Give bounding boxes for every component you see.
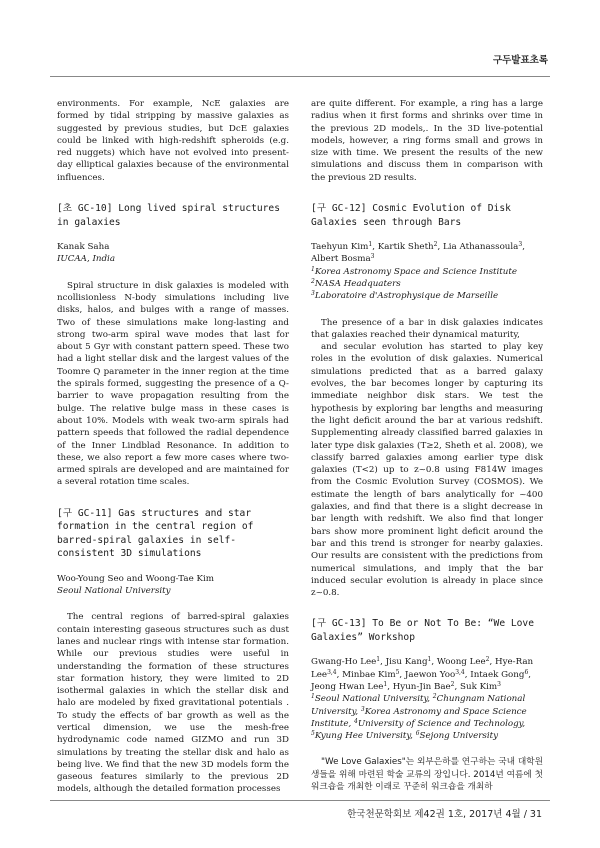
author-affiliation-mark: 1: [376, 656, 381, 664]
author-affiliation-mark: 2: [450, 680, 455, 688]
author-affiliation-mark: 1: [383, 680, 388, 688]
author-affiliation-mark: 1: [427, 656, 432, 664]
gc13-abstract: "We Love Galaxies"는 외부은하를 연구하는 국내 대학원생들을 위해 마련된 학술 교류의 장입니다. 2014년 여름에 첫 워크숍을 개최한 이래로 꾸준히 워크숍을 개최하: [311, 757, 543, 793]
gc12-abstract-p2: and secular evolution has started to play key roles in the evolution of disk galaxies. Numerical simulations predicted that as a barred galaxy evolves, the bar becomes longer by capturing its immediate neighbor disk stars. We test the hypothesis by exploring bar lengths and measuring the light deficit around the bar at various redshift. Supplementing already classified barred galaxies in later type disk galaxies (T≥2, Sheth et al. 2008), we classify barred galaxies among earlier type disk galaxies (T<2) up to z~0.8 using F814W images from the Cosmic Evolution Survey (COSMOS). We estimate the length of bars analytically for ~400 galaxies, and find that there is a slight decrease in bar length with redshift. We also find that longer bars show more prominent light deficit around the bar and this trend is stronger for nearby galaxies. Our results are consistent with the predictions from numerical simulations, and imply that the bar induced secular evolution is already in place since z~0.8.: [311, 342, 543, 599]
author-name: , Intaek Gong: [464, 669, 525, 680]
gc12-abstract-p1: The presence of a bar in disk galaxies indicates that galaxies reached their dynamical maturity,: [311, 317, 543, 340]
author-affiliation-mark: 3,4: [327, 668, 337, 676]
gc13-title: [구 GC-13] To Be or Not To Be: “We Love Galaxies” Workshop: [311, 618, 534, 643]
author-affiliation-mark: 5: [395, 668, 400, 676]
gc10-affiliation: IUCAA, India: [57, 254, 116, 265]
author-name: , Woong Lee: [431, 657, 486, 668]
author-name: , Kartik Sheth: [372, 242, 434, 253]
author-affiliation-mark: 3: [497, 680, 501, 688]
gc13-authors: [311, 656, 543, 693]
gc11-abstract: The central regions of barred-spiral galaxies contain interesting gaseous structures such as dust lanes and nuclear rings with intense star formation. While our previous studies were useful in understanding the formation of these structures star formation history, they were limited to 2D isothermal galaxies in which the stellar disk and halo are modeled by fixed gravitational potentials . To study the effects of bar growth as well as the vertical dimension, we use the mesh-free hydrodynamic code named GIZMO and run 3D simulations by treating the stellar disk and halo as being live. We find that the new 3D models form the gaseous features similarly to the previous 2D models, although the detailed formation processes: [57, 612, 289, 795]
author-name: , Hyun-Jin Bae: [387, 681, 451, 692]
gc11-title: [구 GC-11] Gas structures and star formation in the central region of barred-spiral galaxies in self-consistent 3D simulations: [57, 507, 254, 560]
intro-paragraph-right: are quite different. For example, a ring has a large radius when it first forms and shrinks over time in the previous 2D models,. In the 3D live-potential models, however, a ring forms small and grows in size with time. We present the results of the new simulations and discuss them in comparison with the previous 2D results.: [311, 99, 543, 183]
section-label: 구두발표초록: [492, 55, 548, 66]
right-column: [311, 98, 543, 793]
author-name: Taehyun Kim: [311, 242, 369, 253]
gc11-affiliation: Seoul National University: [57, 586, 171, 597]
author-name: , Lia Athanassoula: [437, 242, 519, 253]
author-affiliation-mark: 6: [524, 668, 529, 676]
author-affiliation-mark: 3,4: [455, 668, 465, 676]
author-name: , Jisu Kang: [380, 657, 428, 668]
author-name: , Suk Kim: [454, 681, 498, 692]
footer-rule: [50, 800, 550, 801]
author-name: Gwang-Ho Lee: [311, 657, 377, 668]
gc10-abstract: Spiral structure in disk galaxies is modeled with ncollisionless N-body simulations including live disks, halos, and bulges with a range of masses. Two of these simulations make long-lasting and strong two-arm spiral wave modes that last for about 5 Gyr with constant pattern speed. These two had a light stellar disk and the largest values of the Toomre Q parameter in the inner region at the time the spirals formed, suggesting the presence of a Q-barrier to wave propagation resulting from the bulge. The relative bulge mass in these cases is about 10%. Models with weak two-arm spirals had pattern speeds that followed the radial dependence of the Inner Lindblad Resonance. In addition to these, we also report a few more cases where two-armed spirals are developed and are maintained for a several rotation time scales.: [57, 280, 289, 488]
author-name: , Hye-Ran Lee: [311, 657, 534, 680]
gc11-authors: Woo-Young Seo and Woong-Tae Kim: [57, 573, 214, 584]
author-name: Albert Bosma: [311, 254, 371, 265]
header-rule: [50, 60, 550, 77]
gc10-title: [초 GC-10] Long lived spiral structures in galaxies: [57, 203, 280, 228]
gc10-author: Kanak Saha: [57, 242, 110, 253]
intro-paragraph-left: environments. For example, NcE galaxies are formed by tidal stripping by massive galaxies as suggested by previous studies, but DcE galaxies could be linked with high-redshift spheroids (e.g. red nuggets) which have not evolved into present-day elliptical galaxies because of the environmental influences.: [57, 99, 289, 183]
gc12-title: [구 GC-12] Cosmic Evolution of Disk Galaxies seen through Bars: [311, 203, 511, 228]
gc12-authors: Taehyun Kim$^1$, Kartik Sheth$^2$, Lia Athanassoula$^3$, Albert Bosma$^3$: [311, 241, 525, 265]
gc12-affil-2: $^2$NASA Headquaters: [311, 277, 401, 289]
author-name: , Jaewon Yoo: [399, 669, 456, 680]
gc12-affil-3: $^3$Laboratoire d'Astrophysique de Marseille: [311, 290, 499, 302]
author-name: , Jeong Hwan Lee: [311, 669, 532, 692]
author-name: , Minbae Kim: [336, 669, 396, 680]
gc13-affiliations: $^1$Seoul National University, $^2$Chungnam National University, $^3$Korea Astronomy and Space Science Institute, $^4$University of Science and Technology, $^5$Kyung Hee University, $^6$Sejong University: [311, 693, 527, 742]
footer-citation: 한국천문학회보 제42권 1호, 2017년 4월 / 31: [347, 809, 542, 820]
left-column: [57, 98, 289, 796]
author-affiliation-mark: 2: [485, 656, 490, 664]
gc12-affil-1: $^1$Korea Astronomy Space and Science Institute: [311, 265, 518, 277]
